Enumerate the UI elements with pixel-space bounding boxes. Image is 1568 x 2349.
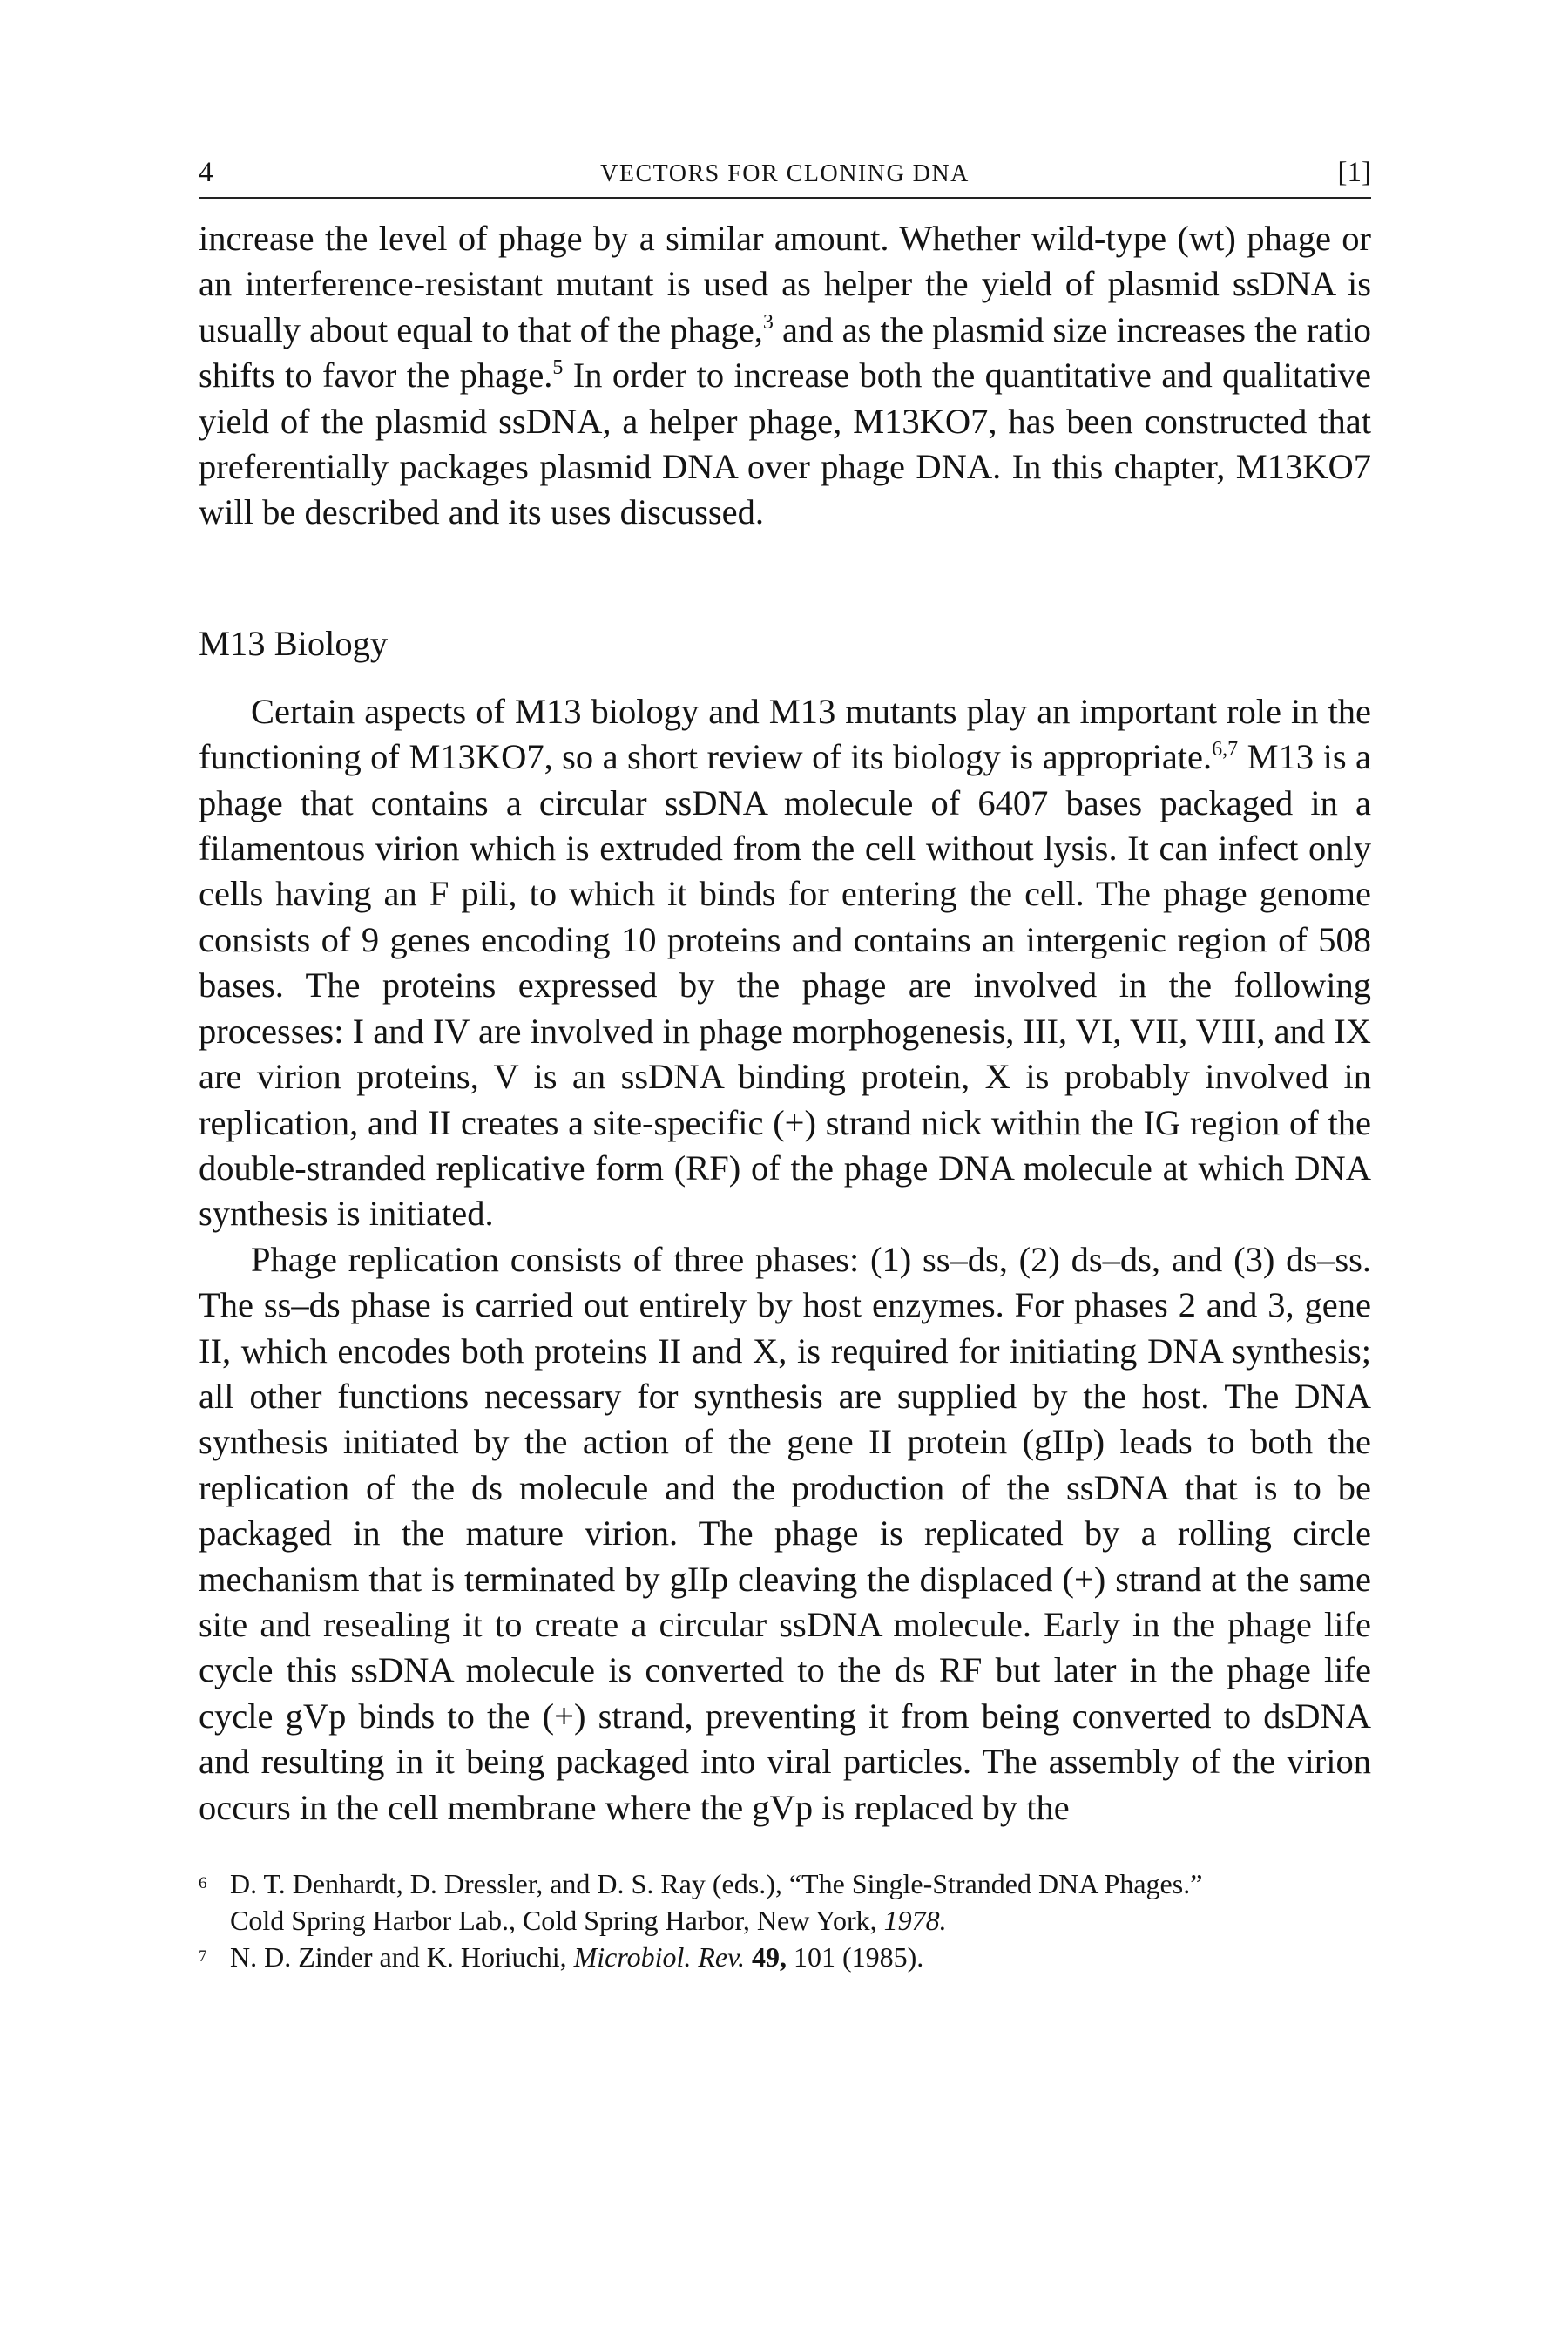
footnote-publisher: Cold Spring Harbor Lab., Cold Spring Harbor, New York, — [230, 1905, 884, 1936]
footnote-6 — [199, 1865, 1371, 1939]
footnote-year: 1978. — [883, 1905, 947, 1936]
footnote-number: 6 — [199, 1874, 207, 1892]
page-number: 4 — [199, 157, 213, 188]
biology-text-b: M13 is a phage that contains a circular ssDNA molecule of 6407 bases packaged in a filamentous virion which is extruded from the cell without lysis. It can infect only cells having an F pili, to which it binds for entering the cell. The phage genome consists of 9 genes encoding 10 proteins and contains an intergenic region of 508 bases. The proteins expressed by the phage are involved in the following processes: I and IV are involved in phage morphogenesis, III, VI, VII, VIII, and IX are virion proteins, V is an ssDNA binding protein, X is probably involved in replication, and II creates a site-specific (+) strand nick within the IG region of the double-stranded replicative form (RF) of the phage DNA molecule at which DNA synthesis is initiated. — [199, 737, 1371, 1234]
footnote-volume: 49, — [744, 1941, 787, 1973]
running-title-wrap — [199, 148, 1371, 199]
page — [199, 148, 1371, 1975]
footnote-pages: 101 (1985). — [786, 1941, 924, 1973]
section-heading: M13 Biology — [199, 623, 389, 663]
replication-paragraph — [199, 1237, 1371, 1831]
footnote-authors: N. D. Zinder and K. Horiuchi, — [230, 1941, 574, 1973]
footnote-text — [230, 1939, 1371, 1975]
intro-paragraph — [199, 216, 1371, 536]
citation-ref: 6,7 — [1212, 738, 1239, 762]
running-title: VECTORS FOR CLONING DNA — [600, 160, 970, 187]
footnotes — [199, 1865, 1371, 1975]
footnote-text-cont — [230, 1902, 1371, 1939]
replication-text: Phage replication consists of three phases: (1) ss–ds, (2) ds–ds, and (3) ds–ss. The ss–ds phase is carried out entirely by host enzymes. For phases 2 and 3, gene II, which encodes both proteins II and X, is required for initiating DNA synthesis; all other functions necessary for synthesis are supplied by the host. The DNA synthesis initiated by the action of the gene II protein (gIIp) leads to both the replication of the ds molecule and the production of the ssDNA that is to be packaged in the mature virion. The phage is replicated by a rolling circle mechanism that is terminated by gIIp cleaving the displaced (+) strand at the same site and resealing it to create a circular ssDNA molecule. Early in the phage life cycle this ssDNA molecule is converted to the ds RF but later in the phage life cycle gVp binds to the (+) strand, preventing it from being converted to dsDNA and resulting in it being packaged into viral particles. The assembly of the virion occurs in the cell membrane where the gVp is replaced by the — [199, 1239, 1371, 1827]
footnote-journal: Microbiol. Rev. — [573, 1941, 745, 1973]
intro-text-b: and as the plasmid size increases the ratio shifts to favor the phage. — [199, 309, 1371, 396]
footnote-7 — [199, 1939, 1371, 1975]
intro-text-a: increase the level of phage by a similar amount. Whether wild-type (wt) phage or an interference-resistant mutant is used as helper the yield of plasmid ssDNA is usually about equal to that of the phage, — [199, 219, 1371, 349]
chapter-number: [1] — [1337, 157, 1371, 188]
intro-text-c: In order to increase both the quantitative and qualitative yield of the plasmid ssDNA, a helper phage, M13KO7, has been constructed that preferentially packages plasmid DNA over phage DNA. In this chapter, M13KO7 will be described and its uses discussed. — [199, 355, 1371, 532]
biology-paragraph — [199, 689, 1371, 1237]
running-head — [199, 148, 1371, 199]
citation-ref: 5 — [552, 356, 564, 380]
footnote-number: 7 — [199, 1947, 207, 1966]
biology-text-a: Certain aspects of M13 biology and M13 mutants play an important role in the functioning of M13KO7, so a short review of its biology is appropriate. — [199, 691, 1371, 777]
citation-ref: 3 — [762, 310, 774, 334]
footnote-text: D. T. Denhardt, D. Dressler, and D. S. Ray (eds.), “The Single-Stranded DNA Phages.” — [230, 1868, 1203, 1899]
